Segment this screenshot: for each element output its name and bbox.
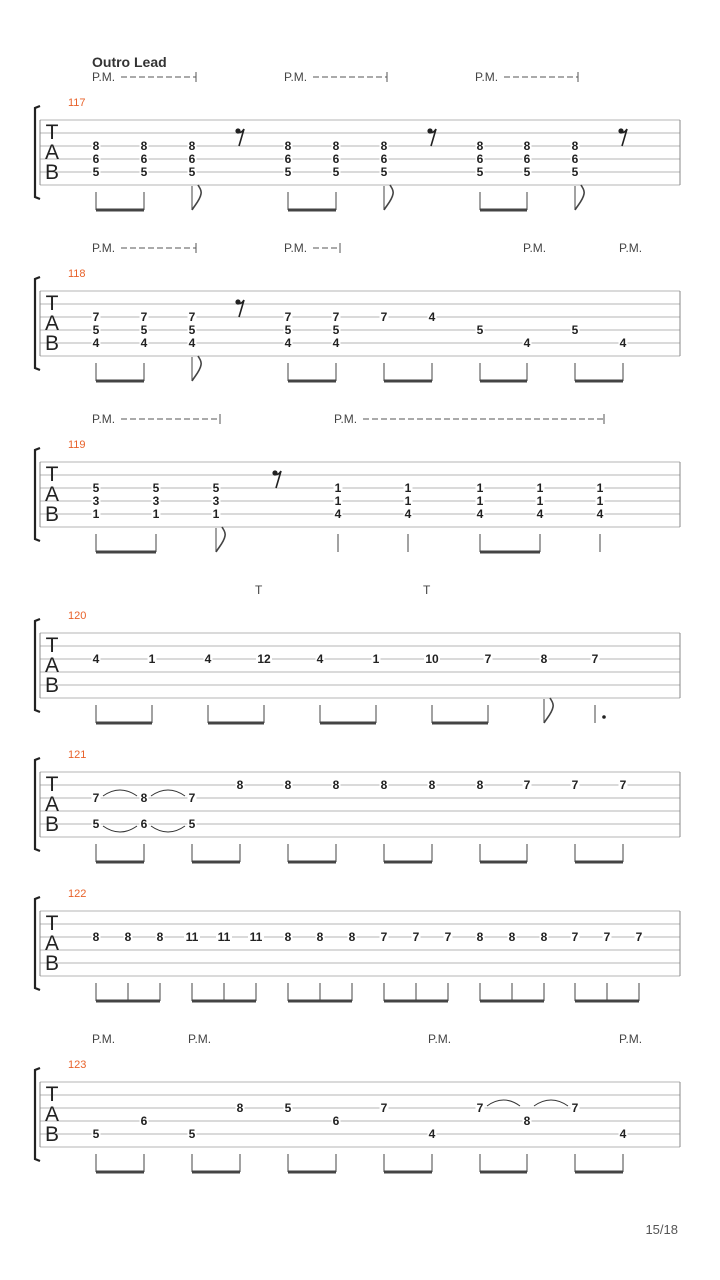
fret-number: 8 bbox=[140, 791, 148, 805]
measure-number: 117 bbox=[68, 97, 86, 109]
fret-number: 8 bbox=[316, 930, 324, 944]
fret-number: 8 bbox=[380, 139, 388, 153]
tab-clef-letter: T bbox=[45, 121, 59, 144]
fret-number: 8 bbox=[571, 139, 579, 153]
fret-number: 8 bbox=[476, 778, 484, 792]
tab-clef-letter: A bbox=[44, 141, 60, 164]
tab-clef-letter: B bbox=[44, 503, 60, 526]
fret-number: 8 bbox=[284, 139, 292, 153]
fret-number: 6 bbox=[140, 152, 148, 166]
tab-clef-letter: B bbox=[44, 332, 60, 355]
fret-number: 7 bbox=[484, 652, 492, 666]
palm-mute-marker: P.M. bbox=[284, 241, 308, 255]
system-bracket bbox=[35, 106, 40, 199]
fret-number: 7 bbox=[619, 778, 627, 792]
fret-number: 6 bbox=[284, 152, 292, 166]
fret-number: 5 bbox=[571, 165, 579, 179]
system-bracket bbox=[35, 897, 40, 990]
fret-number: 5 bbox=[92, 165, 100, 179]
fret-number: 7 bbox=[476, 1101, 484, 1115]
tab-clef-letter: B bbox=[44, 952, 60, 975]
fret-number: 6 bbox=[140, 817, 148, 831]
fret-number: 4 bbox=[140, 336, 148, 350]
fret-number: 5 bbox=[188, 817, 196, 831]
fret-number: 4 bbox=[619, 336, 627, 350]
fret-number: 5 bbox=[188, 323, 196, 337]
fret-number: 7 bbox=[444, 930, 452, 944]
fret-number: 10 bbox=[425, 652, 439, 666]
tab-clef-letter: T bbox=[45, 773, 59, 796]
fret-number: 5 bbox=[140, 165, 148, 179]
measure-number: 120 bbox=[68, 610, 87, 622]
fret-number: 5 bbox=[140, 323, 148, 337]
fret-number: 7 bbox=[380, 930, 388, 944]
fret-number: 4 bbox=[536, 507, 544, 521]
fret-number: 5 bbox=[332, 323, 340, 337]
fret-number: 5 bbox=[92, 817, 100, 831]
fret-number: 4 bbox=[316, 652, 324, 666]
page-number: 15/18 bbox=[645, 1222, 678, 1237]
fret-number: 8 bbox=[140, 139, 148, 153]
palm-mute-marker: P.M. bbox=[428, 1032, 452, 1046]
fret-number: 8 bbox=[380, 778, 388, 792]
palm-mute-marker: P.M. bbox=[284, 70, 308, 84]
fret-number: 5 bbox=[188, 165, 196, 179]
tap-marker: T bbox=[423, 583, 431, 597]
fret-number: 5 bbox=[476, 323, 484, 337]
system-bracket bbox=[35, 1068, 40, 1161]
fret-number: 5 bbox=[380, 165, 388, 179]
fret-number: 8 bbox=[332, 778, 340, 792]
fret-number: 5 bbox=[284, 323, 292, 337]
fret-number: 8 bbox=[284, 930, 292, 944]
fret-number: 8 bbox=[428, 778, 436, 792]
palm-mute-marker: P.M. bbox=[619, 1032, 643, 1046]
fret-number: 6 bbox=[571, 152, 579, 166]
palm-mute-marker: P.M. bbox=[188, 1032, 212, 1046]
tab-system-123 bbox=[35, 1032, 680, 1172]
fret-number: 4 bbox=[188, 336, 196, 350]
fret-number: 7 bbox=[591, 652, 599, 666]
tab-clef-letter: B bbox=[44, 1123, 60, 1146]
slur bbox=[534, 1100, 568, 1106]
measure-number: 119 bbox=[68, 439, 86, 451]
fret-number: 8 bbox=[284, 778, 292, 792]
tab-system-119 bbox=[35, 412, 680, 552]
fret-number: 7 bbox=[92, 791, 100, 805]
tab-clef-letter: A bbox=[44, 1103, 60, 1126]
fret-number: 1 bbox=[476, 494, 484, 508]
fret-number: 7 bbox=[188, 791, 196, 805]
measure-number: 122 bbox=[68, 888, 87, 900]
fret-number: 1 bbox=[404, 494, 412, 508]
palm-mute-marker: P.M. bbox=[619, 241, 643, 255]
tab-clef-letter: T bbox=[45, 292, 59, 315]
fret-number: 11 bbox=[249, 930, 263, 944]
fret-number: 8 bbox=[476, 139, 484, 153]
system-bracket bbox=[35, 758, 40, 851]
tab-system-117 bbox=[35, 70, 680, 210]
palm-mute-marker: P.M. bbox=[523, 241, 547, 255]
fret-number: 7 bbox=[284, 310, 292, 324]
tab-clef-letter: T bbox=[45, 912, 59, 935]
fret-number: 7 bbox=[571, 778, 579, 792]
fret-number: 7 bbox=[188, 310, 196, 324]
fret-number: 8 bbox=[508, 930, 516, 944]
fret-number: 1 bbox=[334, 494, 342, 508]
fret-number: 1 bbox=[596, 494, 604, 508]
fret-number: 8 bbox=[476, 930, 484, 944]
fret-number: 5 bbox=[571, 323, 579, 337]
fret-number: 4 bbox=[92, 652, 100, 666]
tab-clef-letter: T bbox=[45, 463, 59, 486]
fret-number: 5 bbox=[152, 481, 160, 495]
fret-number: 7 bbox=[412, 930, 420, 944]
fret-number: 1 bbox=[536, 494, 544, 508]
fret-number: 1 bbox=[372, 652, 380, 666]
fret-number: 4 bbox=[332, 336, 340, 350]
palm-mute-marker: P.M. bbox=[92, 241, 116, 255]
fret-number: 1 bbox=[536, 481, 544, 495]
fret-number: 1 bbox=[404, 481, 412, 495]
fret-number: 8 bbox=[523, 1114, 531, 1128]
palm-mute-marker: P.M. bbox=[92, 70, 116, 84]
fret-number: 8 bbox=[236, 778, 244, 792]
tab-clef-letter: B bbox=[44, 813, 60, 836]
tab-clef-letter: A bbox=[44, 654, 60, 677]
fret-number: 5 bbox=[332, 165, 340, 179]
fret-number: 7 bbox=[92, 310, 100, 324]
fret-number: 8 bbox=[92, 930, 100, 944]
tap-marker: T bbox=[255, 583, 263, 597]
palm-mute-marker: P.M. bbox=[92, 412, 116, 426]
fret-number: 5 bbox=[476, 165, 484, 179]
fret-number: 1 bbox=[334, 481, 342, 495]
fret-number: 3 bbox=[92, 494, 100, 508]
fret-number: 4 bbox=[619, 1127, 627, 1141]
fret-number: 6 bbox=[332, 1114, 340, 1128]
measure-number: 123 bbox=[68, 1059, 87, 1071]
system-bracket bbox=[35, 448, 40, 541]
note-flag bbox=[384, 185, 393, 210]
fret-number: 7 bbox=[571, 1101, 579, 1115]
tab-clef-letter: B bbox=[44, 161, 60, 184]
tab-system-120 bbox=[35, 583, 680, 723]
fret-number: 4 bbox=[428, 310, 436, 324]
fret-number: 11 bbox=[217, 930, 231, 944]
slur bbox=[151, 826, 185, 832]
fret-number: 7 bbox=[523, 778, 531, 792]
fret-number: 1 bbox=[152, 507, 160, 521]
slur bbox=[103, 790, 137, 796]
fret-number: 5 bbox=[92, 1127, 100, 1141]
fret-number: 11 bbox=[185, 930, 199, 944]
tab-clef-letter: T bbox=[45, 634, 59, 657]
note-flag bbox=[544, 698, 553, 723]
fret-number: 3 bbox=[152, 494, 160, 508]
fret-number: 7 bbox=[571, 930, 579, 944]
tab-clef-letter: A bbox=[44, 793, 60, 816]
fret-number: 1 bbox=[212, 507, 220, 521]
tab-clef-letter: A bbox=[44, 312, 60, 335]
fret-number: 7 bbox=[332, 310, 340, 324]
measure-number: 121 bbox=[68, 749, 87, 761]
fret-number: 8 bbox=[188, 139, 196, 153]
tab-system-121 bbox=[35, 749, 680, 862]
fret-number: 7 bbox=[380, 310, 388, 324]
tab-system-122 bbox=[35, 888, 680, 1001]
fret-number: 6 bbox=[188, 152, 196, 166]
note-flag bbox=[192, 356, 201, 381]
fret-number: 5 bbox=[284, 1101, 292, 1115]
note-flag bbox=[575, 185, 584, 210]
fret-number: 5 bbox=[523, 165, 531, 179]
fret-number: 1 bbox=[92, 507, 100, 521]
fret-number: 4 bbox=[476, 507, 484, 521]
palm-mute-marker: P.M. bbox=[92, 1032, 116, 1046]
fret-number: 5 bbox=[92, 481, 100, 495]
fret-number: 7 bbox=[635, 930, 643, 944]
tab-clef-letter: A bbox=[44, 932, 60, 955]
fret-number: 4 bbox=[204, 652, 212, 666]
fret-number: 6 bbox=[140, 1114, 148, 1128]
fret-number: 8 bbox=[348, 930, 356, 944]
fret-number: 6 bbox=[523, 152, 531, 166]
fret-number: 6 bbox=[92, 152, 100, 166]
fret-number: 7 bbox=[140, 310, 148, 324]
fret-number: 5 bbox=[212, 481, 220, 495]
slur bbox=[103, 826, 137, 832]
palm-mute-marker: P.M. bbox=[334, 412, 358, 426]
fret-number: 4 bbox=[284, 336, 292, 350]
fret-number: 4 bbox=[523, 336, 531, 350]
fret-number: 5 bbox=[284, 165, 292, 179]
fret-number: 6 bbox=[476, 152, 484, 166]
section-title: Outro Lead bbox=[92, 54, 167, 70]
fret-number: 1 bbox=[596, 481, 604, 495]
fret-number: 4 bbox=[596, 507, 604, 521]
fret-number: 8 bbox=[540, 930, 548, 944]
fret-number: 7 bbox=[603, 930, 611, 944]
fret-number: 1 bbox=[148, 652, 156, 666]
slur bbox=[487, 1100, 520, 1106]
note-flag bbox=[216, 527, 225, 552]
fret-number: 7 bbox=[380, 1101, 388, 1115]
fret-number: 4 bbox=[334, 507, 342, 521]
fret-number: 6 bbox=[332, 152, 340, 166]
fret-number: 5 bbox=[188, 1127, 196, 1141]
fret-number: 1 bbox=[476, 481, 484, 495]
system-bracket bbox=[35, 619, 40, 712]
tab-clef-letter: B bbox=[44, 674, 60, 697]
tab-clef-letter: T bbox=[45, 1083, 59, 1106]
fret-number: 8 bbox=[92, 139, 100, 153]
fret-number: 4 bbox=[404, 507, 412, 521]
fret-number: 3 bbox=[212, 494, 220, 508]
slur bbox=[151, 790, 185, 796]
fret-number: 8 bbox=[523, 139, 531, 153]
system-bracket bbox=[35, 277, 40, 370]
note-flag bbox=[192, 185, 201, 210]
measure-number: 118 bbox=[68, 268, 86, 280]
fret-number: 8 bbox=[124, 930, 132, 944]
fret-number: 12 bbox=[257, 652, 271, 666]
fret-number: 8 bbox=[236, 1101, 244, 1115]
fret-number: 8 bbox=[156, 930, 164, 944]
fret-number: 8 bbox=[540, 652, 548, 666]
fret-number: 6 bbox=[380, 152, 388, 166]
fret-number: 5 bbox=[92, 323, 100, 337]
fret-number: 8 bbox=[332, 139, 340, 153]
augmentation-dot bbox=[602, 715, 606, 719]
fret-number: 4 bbox=[428, 1127, 436, 1141]
palm-mute-marker: P.M. bbox=[475, 70, 499, 84]
tab-system-118 bbox=[35, 241, 680, 381]
tab-clef-letter: A bbox=[44, 483, 60, 506]
fret-number: 4 bbox=[92, 336, 100, 350]
